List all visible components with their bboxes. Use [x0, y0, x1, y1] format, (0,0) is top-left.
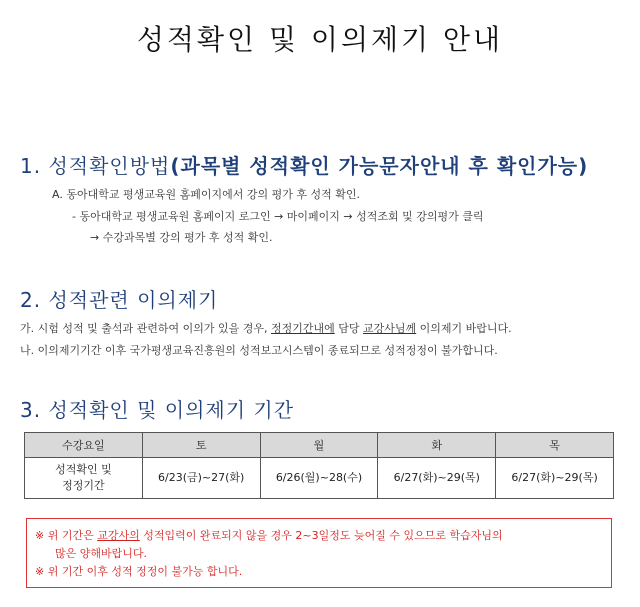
schedule-table [24, 432, 614, 499]
header-mon: 월 [260, 433, 378, 458]
section2-item-ga [20, 320, 512, 336]
section2-ga-text-1: 가. 시험 성적 및 출석과 관련하여 이의가 있을 경우, [20, 322, 271, 335]
page-title: 성적확인 및 이의제기 안내 [136, 23, 504, 56]
row-label-line1: 성적확인 및 [55, 463, 112, 476]
section2-ga-text-2: 담당 [334, 322, 363, 335]
row-label [25, 458, 143, 499]
section1-line-c: → 수강과목별 강의 평가 후 성적 확인. [90, 231, 273, 244]
section2-ga-text-3: 이의제기 바랍니다. [416, 322, 512, 335]
header-sat: 토 [142, 433, 260, 458]
notice-box [26, 518, 612, 588]
section1-heading-suffix: (과목별 성적확인 가능문자안내 후 확인가능) [170, 154, 589, 178]
notice-line-1-cont: 많은 양해바랍니다. [55, 547, 148, 560]
notice-line1-teacher: 교강사의 [97, 529, 140, 542]
section3-heading: 3. 성적확인 및 이의제기 기간 [20, 398, 295, 422]
cell-tue: 6/27(화)~29(목) [378, 458, 496, 499]
header-weekday: 수강요일 [25, 433, 143, 458]
section1-heading [20, 150, 588, 179]
section2-ga-teacher: 교강사님께 [363, 322, 417, 335]
notice-line-1 [35, 527, 603, 545]
section1-line-b: - 동아대학교 평생교육원 홈페이지 로그인 → 마이페이지 → 성적조회 및 강의평가 클릭 [72, 210, 484, 223]
section2-heading: 2. 성적관련 이의제기 [20, 288, 219, 312]
cell-mon: 6/26(월)~28(수) [260, 458, 378, 499]
schedule-header-row [25, 433, 614, 458]
notice-line1-a: ※ 위 기간은 [35, 529, 98, 542]
section2-ga-period: 정정기간내에 [270, 322, 335, 335]
schedule-row [25, 458, 614, 499]
notice-line-2: ※ 위 기간 이후 성적 정정이 불가능 합니다. [35, 565, 243, 578]
section1-line-a: A. 동아대학교 평생교육원 홈페이지에서 강의 평가 후 성적 확인. [52, 188, 360, 201]
header-thu: 목 [496, 433, 614, 458]
cell-thu: 6/27(화)~29(목) [496, 458, 614, 499]
section1-heading-prefix: 1. 성적확인방법 [20, 154, 171, 178]
cell-sat: 6/23(금)~27(화) [142, 458, 260, 499]
header-tue: 화 [378, 433, 496, 458]
row-label-line2: 정정기간 [62, 479, 105, 492]
notice-line1-b: 성적입력이 완료되지 않을 경우 2~3일정도 늦어질 수 있으므로 학습자님의 [139, 529, 503, 542]
section2-item-na: 나. 이의제기기간 이후 국가평생교육진흥원의 성적보고시스템이 종료되므로 성적정정이 불가합니다. [20, 344, 498, 357]
